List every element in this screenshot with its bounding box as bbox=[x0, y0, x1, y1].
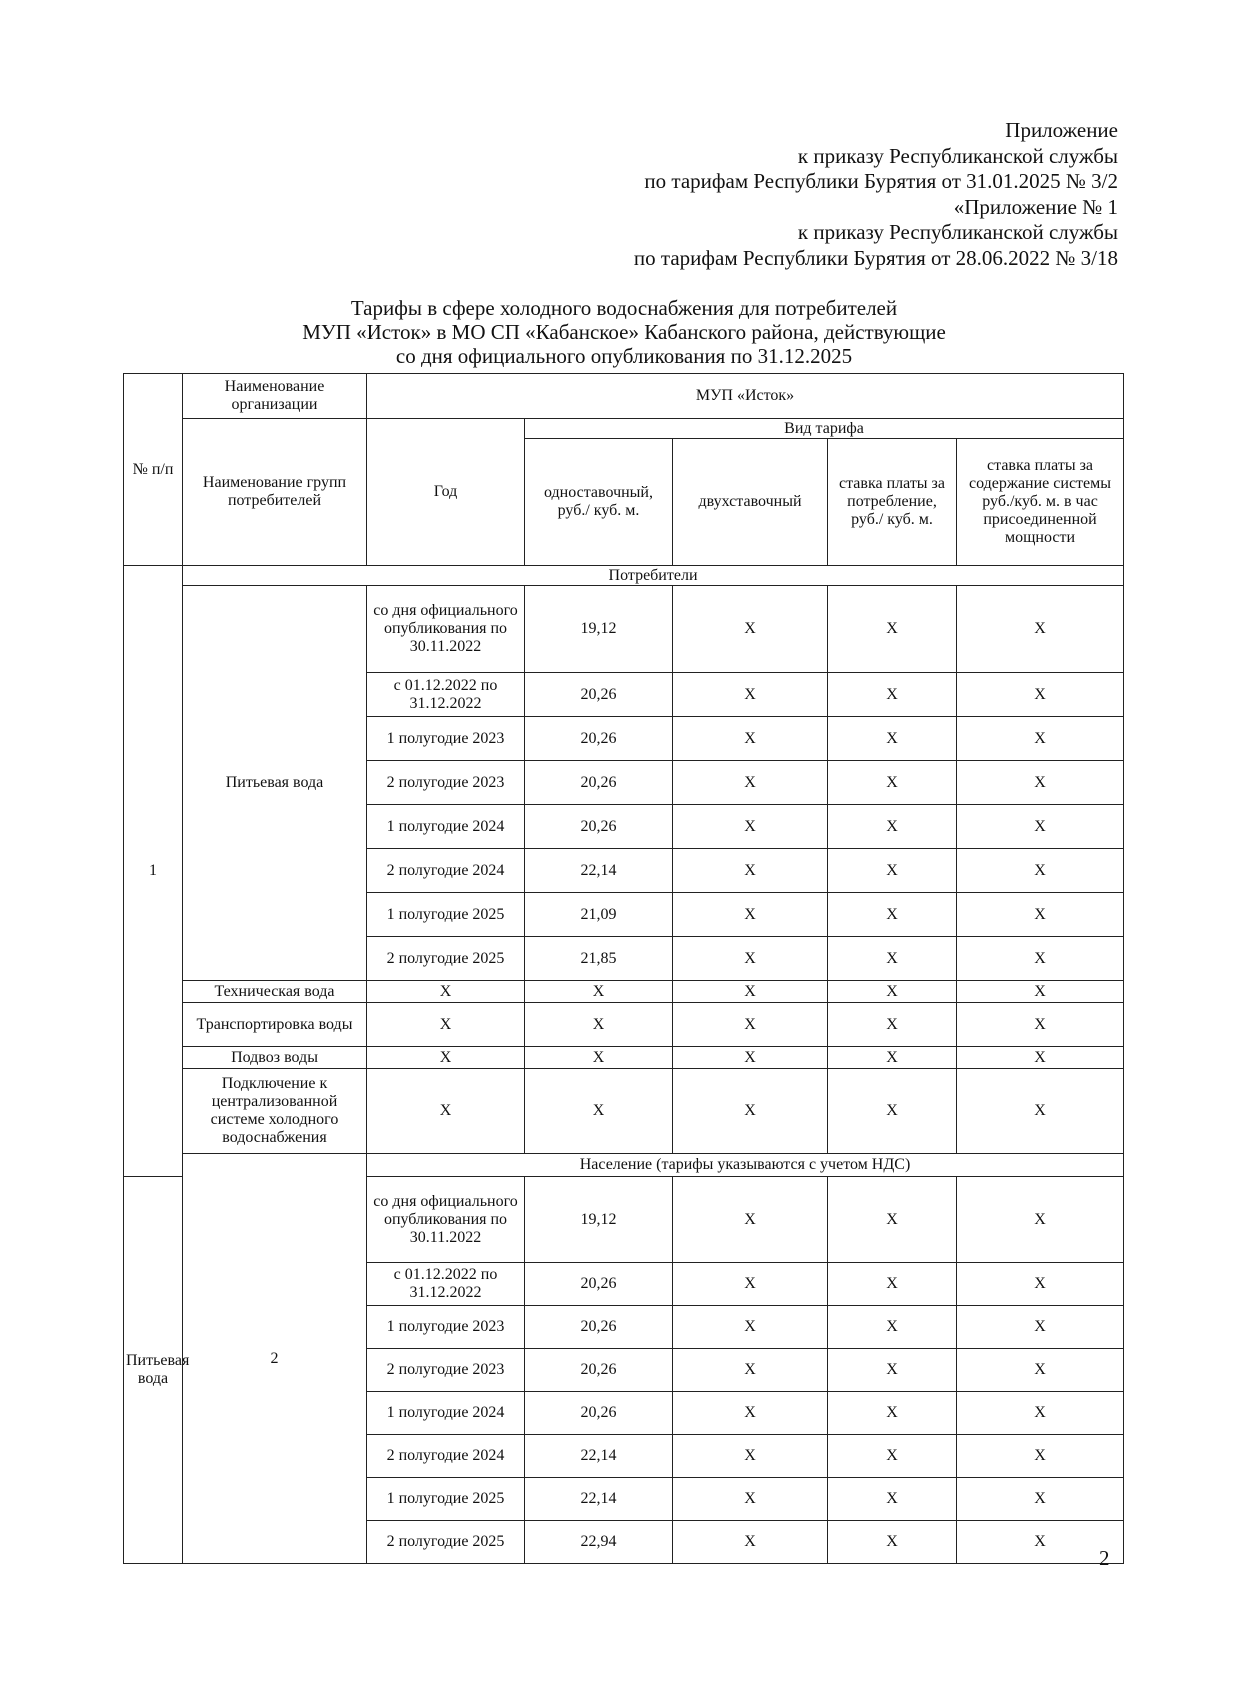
section-title-row bbox=[124, 566, 1124, 586]
period-cell: 2 полугодие 2024 bbox=[367, 1435, 525, 1478]
period-cell: 2 полугодие 2024 bbox=[367, 849, 525, 893]
table-row bbox=[124, 1069, 1124, 1154]
single-rate-cell: 20,26 bbox=[525, 1306, 673, 1349]
single-rate-cell: X bbox=[525, 1047, 673, 1069]
period-cell: X bbox=[367, 1069, 525, 1154]
two-rate-cell: X bbox=[673, 981, 828, 1003]
consumption-cell: X bbox=[828, 1521, 957, 1564]
two-rate-cell: X bbox=[673, 761, 828, 805]
consumption-cell: X bbox=[828, 761, 957, 805]
header-line: по тарифам Республики Бурятия от 28.06.2022 № 3/18 bbox=[633, 245, 1118, 270]
maintenance-cell: X bbox=[957, 1003, 1124, 1047]
maintenance-cell: X bbox=[957, 1306, 1124, 1349]
period-cell: 1 полугодие 2025 bbox=[367, 1478, 525, 1521]
two-rate-cell: X bbox=[673, 1177, 828, 1263]
period-cell: со дня официального опубликования по 30.11.2022 bbox=[367, 1177, 525, 1263]
group-cell: Подключение к централизованной системе холодного водоснабжения bbox=[183, 1069, 367, 1154]
consumption-cell: X bbox=[828, 937, 957, 981]
section-title-row bbox=[124, 1154, 1124, 1177]
maintenance-cell: X bbox=[957, 717, 1124, 761]
period-cell: X bbox=[367, 981, 525, 1003]
group-cell: Подвоз воды bbox=[183, 1047, 367, 1069]
two-rate-cell: X bbox=[673, 893, 828, 937]
period-cell: 2 полугодие 2025 bbox=[367, 937, 525, 981]
consumption-cell: X bbox=[828, 673, 957, 717]
single-rate-cell: X bbox=[525, 981, 673, 1003]
maintenance-cell: X bbox=[957, 761, 1124, 805]
two-rate-cell: X bbox=[673, 1521, 828, 1564]
maintenance-cell: X bbox=[957, 673, 1124, 717]
group-drinking-water: Питьевая вода bbox=[124, 1177, 183, 1564]
table-header-row bbox=[124, 374, 1124, 419]
consumption-cell: X bbox=[828, 1047, 957, 1069]
consumption-cell: X bbox=[828, 1306, 957, 1349]
consumption-cell: X bbox=[828, 1263, 957, 1306]
two-rate-cell: X bbox=[673, 586, 828, 673]
two-rate-cell: X bbox=[673, 1263, 828, 1306]
period-cell: 1 полугодие 2023 bbox=[367, 1306, 525, 1349]
single-rate-header: одноставочный, руб./ куб. м. bbox=[525, 439, 673, 566]
single-rate-cell: 20,26 bbox=[525, 1392, 673, 1435]
two-rate-cell: X bbox=[673, 1069, 828, 1154]
maintenance-cell: X bbox=[957, 805, 1124, 849]
section-number: 1 bbox=[124, 566, 183, 1177]
consumption-cell: X bbox=[828, 981, 957, 1003]
consumption-cell: X bbox=[828, 1069, 957, 1154]
table-row bbox=[124, 1003, 1124, 1047]
org-value-cell: МУП «Исток» bbox=[367, 374, 1124, 419]
single-rate-cell: 22,14 bbox=[525, 1478, 673, 1521]
maintenance-cell: X bbox=[957, 1478, 1124, 1521]
year-header: Год bbox=[367, 419, 525, 566]
two-rate-cell: X bbox=[673, 1349, 828, 1392]
single-rate-cell: 20,26 bbox=[525, 673, 673, 717]
period-cell: 1 полугодие 2024 bbox=[367, 1392, 525, 1435]
group-label-header: Наименование групп потребителей bbox=[183, 419, 367, 566]
single-rate-cell: 20,26 bbox=[525, 1349, 673, 1392]
header-line: к приказу Республиканской службы bbox=[797, 143, 1118, 168]
header-line: «Приложение № 1 bbox=[953, 194, 1118, 219]
consumption-cell: X bbox=[828, 717, 957, 761]
two-rate-header: двухставочный bbox=[673, 439, 828, 566]
consumption-cell: X bbox=[828, 1435, 957, 1478]
two-rate-cell: X bbox=[673, 673, 828, 717]
two-rate-cell: X bbox=[673, 1435, 828, 1478]
period-cell: с 01.12.2022 по 31.12.2022 bbox=[367, 1263, 525, 1306]
maintenance-cell: X bbox=[957, 1521, 1124, 1564]
single-rate-cell: 20,26 bbox=[525, 717, 673, 761]
document-title bbox=[0, 296, 1248, 368]
consumption-cell: X bbox=[828, 1349, 957, 1392]
single-rate-cell: X bbox=[525, 1003, 673, 1047]
period-cell: со дня официального опубликования по 30.11.2022 bbox=[367, 586, 525, 673]
group-cell: Техническая вода bbox=[183, 981, 367, 1003]
maintenance-cell: X bbox=[957, 1392, 1124, 1435]
group-cell: Транспортировка воды bbox=[183, 1003, 367, 1047]
page-number: 2 bbox=[1099, 1546, 1110, 1570]
header-line: к приказу Республиканской службы bbox=[797, 220, 1118, 245]
single-rate-cell: 19,12 bbox=[525, 586, 673, 673]
consumption-cell: X bbox=[828, 1177, 957, 1263]
single-rate-cell: 20,26 bbox=[525, 805, 673, 849]
two-rate-cell: X bbox=[673, 1306, 828, 1349]
header-line: Приложение bbox=[1005, 118, 1118, 142]
single-rate-cell: 20,26 bbox=[525, 761, 673, 805]
two-rate-cell: X bbox=[673, 1478, 828, 1521]
period-cell: с 01.12.2022 по 31.12.2022 bbox=[367, 673, 525, 717]
maintenance-cell: X bbox=[957, 586, 1124, 673]
table-row bbox=[124, 1047, 1124, 1069]
single-rate-cell: 22,14 bbox=[525, 1435, 673, 1478]
two-rate-cell: X bbox=[673, 1003, 828, 1047]
single-rate-cell: 22,14 bbox=[525, 849, 673, 893]
maintenance-cell: X bbox=[957, 1047, 1124, 1069]
period-cell: X bbox=[367, 1003, 525, 1047]
consumption-cell: X bbox=[828, 805, 957, 849]
single-rate-cell: 19,12 bbox=[525, 1177, 673, 1263]
maintenance-cell: X bbox=[957, 1263, 1124, 1306]
two-rate-cell: X bbox=[673, 937, 828, 981]
org-label-cell: Наименование организации bbox=[183, 374, 367, 419]
consumption-cell: X bbox=[828, 1003, 957, 1047]
consumption-cell: X bbox=[828, 849, 957, 893]
maintenance-cell: X bbox=[957, 1177, 1124, 1263]
two-rate-cell: X bbox=[673, 1392, 828, 1435]
title-line: Тарифы в сфере холодного водоснабжения для потребителей bbox=[350, 296, 898, 320]
period-cell: 2 полугодие 2025 bbox=[367, 1521, 525, 1564]
period-cell: 2 полугодие 2023 bbox=[367, 1349, 525, 1392]
single-rate-cell: 21,85 bbox=[525, 937, 673, 981]
single-rate-cell: X bbox=[525, 1069, 673, 1154]
tariff-table bbox=[123, 373, 1124, 1564]
maintenance-cell: X bbox=[957, 1349, 1124, 1392]
section-number: 2 bbox=[183, 1154, 367, 1564]
maintenance-cell: X bbox=[957, 937, 1124, 981]
single-rate-cell: 20,26 bbox=[525, 1263, 673, 1306]
header-line: по тарифам Республики Бурятия от 31.01.2025 № 3/2 bbox=[644, 169, 1118, 194]
col-num-header: № п/п bbox=[124, 374, 183, 566]
consumption-cell: X bbox=[828, 586, 957, 673]
maintenance-rate-header: ставка платы за содержание системы руб./куб. м. в час присоединенной мощности bbox=[957, 439, 1124, 566]
period-cell: 2 полугодие 2023 bbox=[367, 761, 525, 805]
table-row bbox=[124, 586, 1124, 673]
table-header-row bbox=[124, 419, 1124, 439]
title-line: со дня официального опубликования по 31.12.2025 bbox=[395, 344, 853, 368]
tariff-kind-header: Вид тарифа bbox=[525, 419, 1124, 439]
maintenance-cell: X bbox=[957, 1069, 1124, 1154]
maintenance-cell: X bbox=[957, 981, 1124, 1003]
two-rate-cell: X bbox=[673, 805, 828, 849]
two-rate-cell: X bbox=[673, 717, 828, 761]
consumption-cell: X bbox=[828, 1478, 957, 1521]
single-rate-cell: 22,94 bbox=[525, 1521, 673, 1564]
section-title: Население (тарифы указываются с учетом НДС) bbox=[367, 1154, 1124, 1177]
period-cell: X bbox=[367, 1047, 525, 1069]
two-rate-cell: X bbox=[673, 849, 828, 893]
single-rate-cell: 21,09 bbox=[525, 893, 673, 937]
maintenance-cell: X bbox=[957, 893, 1124, 937]
section-title: Потребители bbox=[183, 566, 1124, 586]
consumption-cell: X bbox=[828, 893, 957, 937]
period-cell: 1 полугодие 2025 bbox=[367, 893, 525, 937]
group-drinking-water: Питьевая вода bbox=[183, 586, 367, 981]
two-rate-cell: X bbox=[673, 1047, 828, 1069]
table-row bbox=[124, 981, 1124, 1003]
period-cell: 1 полугодие 2023 bbox=[367, 717, 525, 761]
maintenance-cell: X bbox=[957, 849, 1124, 893]
period-cell: 1 полугодие 2024 bbox=[367, 805, 525, 849]
appendix-header bbox=[634, 118, 1118, 272]
maintenance-cell: X bbox=[957, 1435, 1124, 1478]
consumption-cell: X bbox=[828, 1392, 957, 1435]
consumption-rate-header: ставка платы за потребление, руб./ куб. м. bbox=[828, 439, 957, 566]
title-line: МУП «Исток» в МО СП «Кабанское» Кабанского района, действующие bbox=[302, 320, 946, 344]
